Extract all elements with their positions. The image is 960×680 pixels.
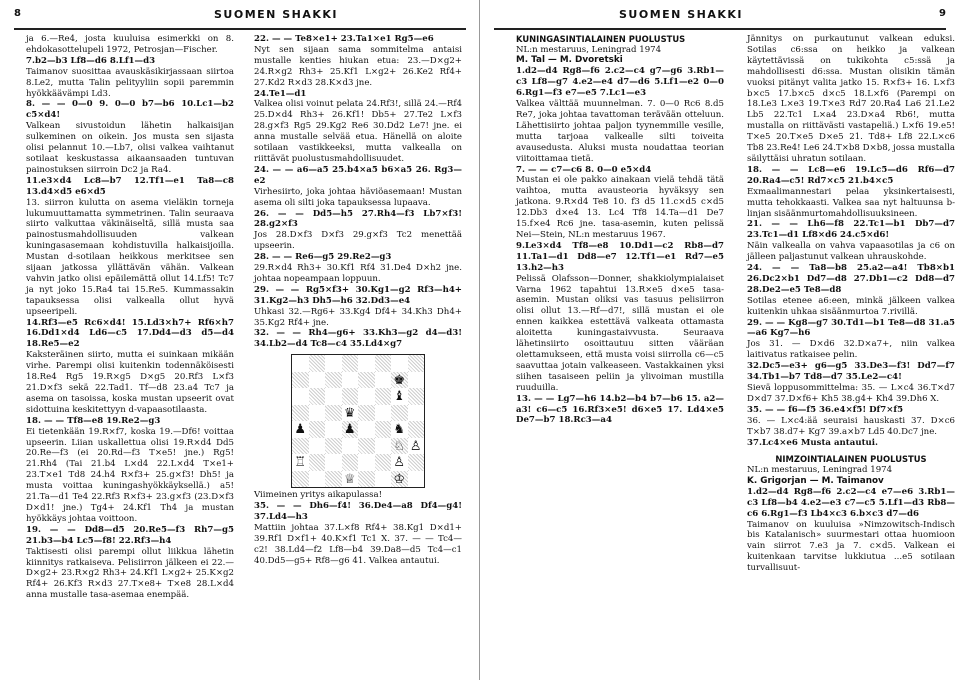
board-square — [292, 421, 309, 438]
chess-piece: ♔ — [393, 471, 406, 487]
board-square — [325, 355, 342, 372]
board-square — [375, 405, 392, 422]
board-square — [325, 438, 342, 455]
chess-piece: ♟ — [294, 422, 307, 438]
board-square — [375, 372, 392, 389]
annotation-paragraph: Valkea olisi voinut pelata 24.Rf3!, sillä 24.—Rf4 25.D×d4 Rh3+ 26.Kf1! Db5+ 27.Te2 L×f3 28.g×f3 Rg5 29.Kg2 Re6 30.Dd2 Le7! jne. ei anna mustalle selvää etua. Hänellä on aloite sotilaan vastikkeeksi, mutta valkealla on riittävät puolustusmahdollisuudet. — [254, 99, 462, 164]
board-square — [325, 388, 342, 405]
annotation-paragraph: Jos 28.D×f3 D×f3 29.g×f3 Tc2 menettää upseerin. — [254, 230, 462, 252]
text-column-2 — [254, 34, 462, 567]
board-square — [391, 405, 408, 422]
move-line: 7.b2—b3 Lf8—d6 8.Lf1—d3 — [26, 55, 156, 66]
chess-piece: ♙ — [393, 455, 406, 471]
section-sect: KUNINGASINTIALAINEN PUOLUSTUS — [516, 34, 686, 44]
move-line: 26. — — Dd5—h5 27.Rh4—f3 Lb7×f3! 28.g2×f3 — [254, 208, 462, 230]
board-square — [292, 355, 309, 372]
annotation-paragraph: Virhesiirto, joka johtaa häviöasemaan! Mustan asema oli silti joka tapauksessa lupaava. — [254, 186, 462, 208]
board-square — [342, 454, 359, 471]
board-square — [309, 355, 326, 372]
board-square — [325, 372, 342, 389]
section-players: K. Grigorjan — M. Taimanov — [747, 475, 884, 486]
board-square — [292, 471, 309, 488]
move-line: 18. — — Lc8—e6 19.Lc5—d6 Rf6—d7 20.Ra4—c5! Rd7×c5 21.b4×c5 — [747, 164, 955, 186]
board-square — [358, 471, 375, 488]
move-line: 29. — — Rg5×f3+ 30.Kg1—g2 Rf3—h4+ 31.Kg2—h3 Dh5—h6 32.Dd3—e4 — [254, 284, 462, 306]
move-line: 7. — — c7—c6 8. 0—0 e5×d4 — [516, 164, 652, 175]
board-square — [358, 454, 375, 471]
chess-piece: ♕ — [343, 471, 356, 487]
move-line: 32. — — Rh4—g6+ 33.Kh3—g2 d4—d3! 34.Lb2—d4 Tc8—c4 35.Ld4×g7 — [254, 328, 462, 350]
move-line: 18. — — Tf8—e8 19.Re2—g3 — [26, 415, 161, 426]
chess-piece: ♝ — [393, 389, 406, 405]
section-players: M. Tal — M. Dvoretski — [516, 55, 623, 66]
board-square — [391, 355, 408, 372]
board-square — [375, 388, 392, 405]
board-square — [375, 471, 392, 488]
right-page — [480, 0, 960, 680]
move-line: 37.Lc4×e6 Musta antautui. — [747, 437, 879, 448]
board-square — [292, 438, 309, 455]
annotation-paragraph: Pelissä Olafsson—Donner, shakkiolympialaiset Varna 1962 tapahtui 13.R×e5 d×e5 tasa-asemin. Mustan oliksi vas tasuus pelisiirron olisi ollut 13.—Rf—d7!, sillä mustan ei ole ennen kaikkea estettävä valkeata ottamasta aloitetta kuningastaivvusta. Seuraava lähetinsiirto osoittautuu sitten vääräan olettamukseen, että musta voisi siirrolla c6—c5 saavuttaa jotain valkeaseen. Vastakkainen yksi siihen tasaiseen peliin ja ylivoiman mustilla ruuduilla. — [516, 273, 724, 393]
move-line: 14.Rf3—e5 Rc6×d4! 15.Ld3×h7+ Rf6×h7 16.Dd1×d4 Ld6—c5 17.Dd4—d3 d5—d4 18.Re5—e2 — [26, 317, 234, 350]
move-line: 24. — — Ta8—b8 25.a2—a4! Tb8×b1 26.Dc2×b1 Dd7—d8 27.Db1—c2 Dd8—d7 28.De2—e5 Te8—d8 — [747, 263, 955, 295]
board-square — [292, 388, 309, 405]
move-line: 19. — — Dd8—d5 20.Re5—f3 Rh7—g5 21.b3—b4 Lc5—f8! 22.Rf3—h4 — [26, 524, 234, 546]
annotation-paragraph: Kaksteräinen siirto, mutta ei suinkaan mikään virhe. Parempi olisi kuitenkin todennäköisesti 18.Re4 Rg5 19.R×g5 D×g5 20.Rf3 L×f3 21.D×f3 sekä 22.Tad1. Tf—d8 23.a4 Tc7 ja asema on tasoissa, koska mustan upseerit ovat sidottuina keskitettyyn d-vapaasotilaasta. — [26, 350, 234, 415]
board-square — [408, 438, 425, 455]
board-square — [358, 438, 375, 455]
board-square — [375, 355, 392, 372]
annotation-paragraph: Nyt sen sijaan sama sommitelma antaisi mustalle kenties hiukan etua: 23.—D×g2+ 24.R×g2 Rh3+ 25.Kf1 L×g2+ 26.Ke2 Rf4+ 27.Kd2 R×d3 28.K×d3 jne. — [254, 44, 462, 88]
annotation-paragraph: 29.R×d4 Rh3+ 30.Kf1 Rf4 31.De4 D×h2 jne. johtaa nopeampaan loppuun. — [254, 263, 462, 284]
annotation-paragraph: NL:n mestaruus, Leningrad 1974 — [516, 44, 662, 55]
page-number: 9 — [939, 8, 946, 19]
page-header — [14, 8, 466, 28]
annotation-paragraph: NL:n mestaruus, Leningrad 1974 — [747, 464, 893, 475]
move-line: 32.Dc5—e3+ g6—g5 33.De3—f3! Dd7—f7 34.Tb1—b7 Td8—d7 35.Le2—c4! — [747, 361, 955, 383]
board-square — [391, 421, 408, 438]
move-line: 9.Le3×d4 Tf8—e8 10.Dd1—c2 Rb8—d7 11.Ta1—d1 Dd8—e7 12.Tf1—e1 Rd7—e5 13.h2—h3 — [516, 240, 724, 273]
board-square — [408, 355, 425, 372]
chess-piece: ♖ — [294, 455, 307, 471]
board-square — [309, 388, 326, 405]
annotation-paragraph: Valkea välttää muunnelman. 7. 0—0 Rc6 8.d5 Re7, joka johtaa tavattoman terävään otteluun. Lähettisiirto johtaa paljon tyynemmille vesille, mutta tarjoaa valkealle silti toiveita avausedusta. Aluksi musta noudattaa teorian viitoittamaa tietä. — [516, 99, 724, 164]
annotation-paragraph: Taktisesti olisi parempi ollut liikkua lähetin kiinnitys ratkaiseva. Pelisiirron jälkeen ei 22.—D×g2+ 23.R×g2 Rh3+ 24.Kf1 L×g2+ 25.K×g2 Rf4+ 26.Kf3 R×d3 27.T×e8+ T×e8 28.L×d4 anna mustalle tasa-asemaa enempää. — [26, 546, 234, 601]
move-line: 22. — — Te8×e1+ 23.Ta1×e1 Rg5—e6 — [254, 34, 434, 44]
move-line: 1.d2—d4 Rg8—f6 2.c2—c4 g7—g6 3.Rb1—c3 Lf8—g7 4.e2—e4 d7—d6 5.Lf1—e2 0—0 6.Rg1—f3 e7—e5 7.Lc1—e3 — [516, 66, 724, 99]
board-square — [391, 372, 408, 389]
board-square — [342, 438, 359, 455]
annotation-paragraph: Uhkasi 32.—Rg6+ 33.Kg4 Df4+ 34.Kh3 Dh4+ 35.Kg2 Rf4+ jne. — [254, 306, 462, 328]
board-square — [325, 421, 342, 438]
chess-piece: ♘ — [393, 438, 406, 454]
move-line: 35. — — f6—f5 36.e4×f5! Df7×f5 — [747, 404, 904, 415]
annotation-paragraph: 13. siirron kulutta on asema vieläkin torneja lukumuuttamatta symmetrinen. Talin seuraava siirto valkuttaa väkinäiseltä, sillä musta saa painostusmahdollisuuden valkean kuningasasemaan kohdistuvilla halkaisijoilla. Mustan d-sotilaan heikkous merkitsee sen sijaan jatkossa yllättävän vähän. Valkean vahvin jatko olisi epäilemättä ollut 14.Lf5! Tc7 ja nyt joko 15.Ra4 tai 15.Re5. Kummassakin tapauksessa olisi valkealla ollut hyvä upseeripeli. — [26, 197, 234, 317]
annotation-paragraph: Jännitys on purkautunut valkean eduksi. Sotilas c6:ssa on heikko ja valkean käytettävissä on tukikohta c5:ssä ja mahdollisesti d6:ssa. Mustan olisikin tämän vuoksi pitänyt valita jatko 15. R×f3+ 16. L×f3 b×c5 17.b×c5 d×c5 18.L×f6 (Parempi on 18.Le3 L×e3 19.T×e3 Rd7 20.Ra4 La6 21.Le2 Lb5 22.Tc1 L×a4 23.D×a4 Rb6!, mutta mustalla on riittävästi vastapeliä.) L×f6 19.e5! T×e5 20.T×e5 D×e5 21. Td8+ Lf8 22.L×c6 Tb8 23.Re4! Le6 24.T×b8 D×b8, jossa mustalla säilyttäisi uhratun sotilaan. — [747, 34, 955, 164]
text-column-1 — [26, 34, 234, 601]
board-square — [408, 372, 425, 389]
chess-piece: ♞ — [393, 422, 406, 438]
move-line: 1.d2—d4 Rg8—f6 2.c2—c4 e7—e6 3.Rb1—c3 Lf8—b4 4.e2—e3 c7—c5 5.Lf1—d3 Rb8—c6 6.Rg1—f3 Lb4×c3 6.b×c3 d7—d6 — [747, 486, 955, 519]
move-line: 28. — — Re6—g5 29.Re2—g3 — [254, 252, 392, 263]
board-square — [292, 454, 309, 471]
board-square — [325, 471, 342, 488]
chess-piece: ♙ — [409, 438, 422, 454]
board-square — [391, 438, 408, 455]
board-square — [309, 438, 326, 455]
annotation-paragraph: Ei tietenkään 19.R×f7, koska 19.—Df6! voittaa upseerin. Liian uskallettua olisi 19.R×d4 Dd5 20.Re—f3 (ei 20.Rd—f3 T×e5! jne.) Rg5! 21.Rh4 (Tai 21.b4 L×d4 22.L×d4 T×e1+ 23.T×e1 Td8 24.h4 R×f3+ 25.g×f3! Dh5! ja musta voittaa kuningashyökkäyksellä.) a5! 21.Ta—d1 Te4 22.Rf3 R×f3+ 23.g×f3 (23.D×f3 D×d1! jne.) Tg4+ 24.Kf1 Th4 ja mustan hyökkäys johtaa voittoon. — [26, 426, 234, 524]
board-square — [342, 355, 359, 372]
section-sect: NIMZOINTIALAINEN PUOLUSTUS — [775, 454, 927, 465]
move-line: 13. — — Lg7—h6 14.b2—b4 b7—b6 15. a2—a3! c6—c5 16.Rf3×e5! d6×e5 17. Ld4×e5 De7—b7 18.Rc3—a4 — [516, 393, 724, 426]
move-line: 24.Te1—d1 — [254, 88, 307, 99]
page-header — [494, 8, 946, 28]
board-square — [309, 454, 326, 471]
annotation-paragraph: Mustan ei ole pakko ainakaan vielä tehdä tätä vaihtoa, mutta avausteoria hyväksyy sen jatkona. 9.R×d4 Te8 10. f3 d5 11.c×d5 c×d5 12.Db3 d×e4 13. Lc4 Tf8 14.Ta—d1 De7 15.f×e4 Rc6 jne. tasa-asemin, kuten pelissä Nei—Stein, NL:n mestaruus 1967. — [516, 175, 724, 240]
page-number: 8 — [14, 8, 21, 19]
annotation-paragraph: Taimanov on kuuluisa »Nimzowitsch-Indisch bis Katalanisch» suurmestari ottaa huomioon vain siirrot 7.e3 ja 7. c×d5. Valkean ei kuitenkaan tarvitse lukkiutua ...e5 sotilaan turvallisuut- — [747, 519, 955, 574]
annotation-paragraph: Valkean sivustoidun lähetin halkaisijan sulkeminen on oikein. Jos musta sen sijasta olisi pelannut 10.—Lb7, olisi valkea vaihtanut sotilaat keskustassa aikaansaaden tuntuvan painostuksen siirroin Dc2 ja Ra4. — [26, 121, 234, 175]
board-square — [309, 421, 326, 438]
board-square — [342, 372, 359, 389]
board-square — [309, 405, 326, 422]
move-line: 24. — — a6—a5 25.b4×a5 b6×a5 26. Rg3—e2 — [254, 164, 462, 186]
board-square — [358, 372, 375, 389]
board-square — [325, 454, 342, 471]
running-head: SUOMEN SHAKKI — [214, 8, 338, 21]
board-square — [408, 405, 425, 422]
annotation-paragraph: Sotilas etenee a6:een, minkä jälkeen valkea kuitenkin uhkaa sisäänmurtoa 7.rivillä. — [747, 295, 955, 317]
board-square — [358, 388, 375, 405]
chess-piece: ♟ — [343, 422, 356, 438]
board-square — [358, 405, 375, 422]
chess-piece: ♛ — [343, 405, 356, 421]
annotation-paragraph: 36. — L×c4:ää seuraisi hauskasti 37. D×c6 T×b7 38.d7+ Kg7 39.a×b7 Ld5 40.Dc7 jne. — [747, 415, 955, 437]
chess-piece: ♚ — [393, 372, 406, 388]
annotation-paragraph: Sievä loppusommittelma: 35. — L×c4 36.T×d7 D×d7 37.D×f6+ Kh5 38.g4+ Kh4 39.Dh6 X. — [747, 383, 955, 404]
board-square — [325, 405, 342, 422]
text-column-3 — [516, 34, 724, 426]
annotation-paragraph: Exmaalimannestari pelaa yksinkertaisesti, mutta tehokkaasti. Valkea saa nyt haltuunsa b-linjan sisäänmurtomahdollisuuksineen. — [747, 186, 955, 219]
text-column-4 — [747, 34, 955, 574]
board-square — [358, 355, 375, 372]
running-head: SUOMEN SHAKKI — [619, 8, 743, 21]
chess-diagram — [291, 354, 425, 488]
board-square — [292, 405, 309, 422]
board-square — [375, 421, 392, 438]
move-line: 21. — — Lh6—f8 22.Tc1—b1 Db7—d7 23.Tc1—d1 Lf8×d6 24.c5×d6! — [747, 219, 955, 241]
annotation-paragraph: ja 6.—Re4, josta kuuluisa esimerkki on 8. ehdokasottelupeli 1972, Petrosjan—Fischer. — [26, 34, 234, 55]
board-square — [292, 372, 309, 389]
board-square — [408, 421, 425, 438]
board-square — [375, 438, 392, 455]
board-square — [375, 454, 392, 471]
annotation-paragraph: Viimeinen yritys aikapulassa! — [254, 490, 383, 501]
board-square — [342, 471, 359, 488]
board-square — [391, 388, 408, 405]
header-rule — [14, 28, 466, 30]
annotation-paragraph: Taimanov suosittaa avauskäsikirjassaan siirtoa 8.Le2, mutta Talin pelityyliin sopii paremmin hyökkäävämpi Ld3. — [26, 66, 234, 99]
board-square — [391, 471, 408, 488]
board-square — [309, 471, 326, 488]
move-line: 11.e3×d4 Lc8—b7 12.Tf1—e1 Ta8—c8 13.d4×d5 e6×d5 — [26, 175, 234, 197]
header-rule — [494, 28, 946, 30]
board-square — [391, 454, 408, 471]
move-line: 8. — — 0—0 9. 0—0 b7—b6 10.Lc1—b2 c5×d4! — [26, 99, 234, 121]
board-square — [408, 471, 425, 488]
move-line: 29. — — Kg8—g7 30.Td1—b1 Te8—d8 31.a5—a6 Kg7—h6 — [747, 317, 955, 339]
board-square — [408, 454, 425, 471]
board-square — [358, 421, 375, 438]
board-square — [342, 388, 359, 405]
annotation-paragraph: Näin valkealla on vahva vapaasotilas ja c6 on jälleen paljastunut valkean uhrauskohde. — [747, 241, 955, 263]
board-square — [342, 405, 359, 422]
move-line: 35. — — Dh6—f4! 36.De4—a8 Df4—g4! 37.Ld4—h3 — [254, 501, 462, 523]
board-square — [309, 372, 326, 389]
annotation-paragraph: Jos 31. — D×d6 32.D×a7+, niin valkea laitivatus ratkaisee pelin. — [747, 339, 955, 361]
board-square — [408, 388, 425, 405]
annotation-paragraph: Mattiin johtaa 37.L×f8 Rf4+ 38.Kg1 D×d1+ 39.Rf1 D×f1+ 40.K×f1 Tc1 X. 37. — — Tc4—c2! 38.Ld4—f2 Lf8—b4 39.Da8—d5 Tc4—c1 40.Dd5—g5+ Rf8—g6 41. Valkea antautui. — [254, 523, 462, 566]
board-square — [342, 421, 359, 438]
